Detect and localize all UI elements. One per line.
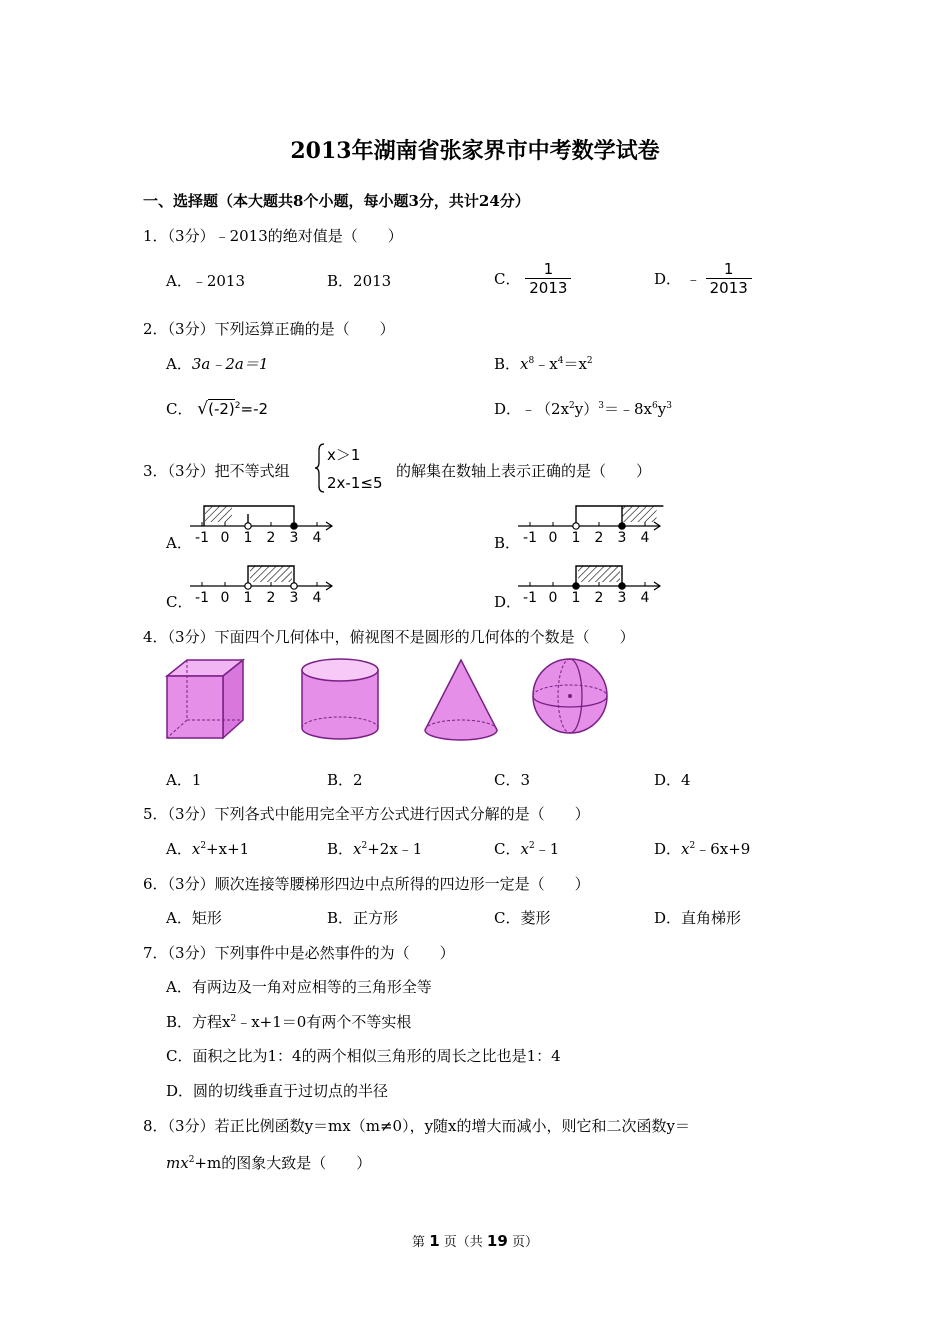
q2-option-b: B．$x^8﹣x^4=x^2$ [494, 355, 593, 373]
q4-option-d: D．4 [654, 771, 691, 789]
cone-figure [421, 656, 501, 746]
tick-label: 0 [548, 530, 558, 546]
tick-label: -1 [523, 530, 537, 546]
tick-label: 0 [220, 530, 230, 546]
section-heading: 一、选择题（本大题共8个小题，每小题3分，共计24分） [143, 192, 530, 210]
q6-option-c: C．菱形 [494, 909, 551, 927]
endpoint-left [573, 523, 579, 529]
page-footer: 第 1 页（共 19 页） [412, 1232, 538, 1250]
q3-option-a-label: A． [166, 534, 192, 552]
q3-option-c-label: C． [166, 593, 193, 611]
endpoint-right [291, 583, 297, 589]
q6-option-d: D．直角梯形 [654, 909, 742, 927]
current-page-number: 1 [429, 1232, 440, 1250]
q4-option-c: C．3 [494, 771, 531, 789]
q3-option-b-label: B． [494, 534, 521, 552]
inequality-1: x＞1 [327, 446, 361, 464]
q2-option-a: A．3a﹣2a＝1 [166, 355, 269, 373]
q4-option-b: B．2 [327, 771, 363, 789]
tick-label: 0 [548, 590, 558, 606]
cube-figure [163, 656, 249, 744]
question-8-line-1: 8．（3分）若正比例函数y＝mx（m≠0），y随x的增大而减小，则它和二次函数y＝ [143, 1117, 690, 1135]
question-7-stem: 7．（3分）下列事件中是必然事件的为（ ） [143, 944, 455, 962]
question-3-stem-post: 的解集在数轴上表示正确的是（ ） [396, 462, 652, 480]
q3-option-d-label: D． [494, 593, 522, 611]
question-2-stem: 2．（3分）下列运算正确的是（ ） [143, 320, 395, 338]
tick-label: 3 [617, 530, 627, 546]
q6-option-a: A．矩形 [166, 909, 222, 927]
q7-option-d: D．圆的切线垂直于过切点的半径 [166, 1082, 389, 1100]
tick-label: 2 [266, 590, 276, 606]
tick-label: 1 [571, 530, 581, 546]
inequality-2: 2x-1≤5 [327, 474, 383, 492]
number-line-c [190, 560, 350, 610]
tick-label: -1 [195, 590, 209, 606]
q1-option-b: B．2013 [327, 272, 392, 290]
number-line-b [518, 500, 678, 550]
sphere-figure [528, 656, 612, 740]
solution-shading [205, 506, 232, 522]
q1-option-d: D． ﹣ $\frac{1}{2013}$ [654, 260, 752, 297]
q5-option-d: D．$x^2﹣6x+9$ [654, 840, 751, 858]
question-6-stem: 6．（3分）顺次连接等腰梯形四边中点所得的四边形一定是（ ） [143, 875, 590, 893]
tick-label: -1 [195, 530, 209, 546]
q4-option-a: A．1 [166, 771, 202, 789]
cylinder-figure [298, 656, 382, 744]
q1-option-a: A．﹣2013 [166, 272, 246, 290]
q5-option-b: B．$x^2+2x﹣1$ [327, 840, 423, 858]
tick-label: 3 [289, 590, 299, 606]
solution-shading [250, 566, 292, 582]
tick-label: 1 [243, 590, 253, 606]
q7-option-b: B．方程$x^2﹣x+1=0$有两个不等实根 [166, 1013, 412, 1031]
tick-label: 4 [312, 590, 322, 606]
q6-option-b: B．正方形 [327, 909, 399, 927]
tick-label: 1 [571, 590, 581, 606]
q5-option-a: A．$x^2+x+1$ [166, 840, 250, 858]
tick-label: 0 [220, 590, 230, 606]
tick-label: 4 [640, 530, 650, 546]
tick-label: 4 [312, 530, 322, 546]
endpoint-right [619, 523, 625, 529]
endpoint-right [619, 583, 625, 589]
tick-label: 4 [640, 590, 650, 606]
question-8-line-2: $mx^2+m$的图象大致是（ ） [166, 1154, 372, 1172]
number-line-d [518, 560, 678, 610]
q2-option-d: D．$﹣(2x^2y)^3=﹣8x^6y^3$ [494, 400, 672, 418]
tick-label: 2 [594, 530, 604, 546]
tick-label: 3 [617, 590, 627, 606]
question-1-stem: 1．（3分）﹣2013的绝对值是（ ） [143, 227, 403, 245]
brace-icon [314, 442, 326, 494]
q7-option-a: A．有两边及一角对应相等的三角形全等 [166, 978, 432, 996]
total-pages: 19 [486, 1232, 508, 1250]
q7-option-c: C．面积之比为1：4的两个相似三角形的周长之比也是1：4 [166, 1047, 561, 1065]
endpoint-left [573, 583, 579, 589]
tick-label: 2 [266, 530, 276, 546]
endpoint-left [245, 523, 251, 529]
solution-shading [578, 566, 620, 582]
tick-label: -1 [523, 590, 537, 606]
q2-option-c: C． $√(-2)^2=-2$ [166, 399, 269, 419]
tick-label: 2 [594, 590, 604, 606]
endpoint-left [245, 583, 251, 589]
number-line-a [190, 500, 350, 550]
tick-label: 1 [243, 530, 253, 546]
endpoint-right [291, 523, 297, 529]
question-5-stem: 5．（3分）下列各式中能用完全平方公式进行因式分解的是（ ） [143, 805, 590, 823]
q1-option-c: C． $\frac{1}{2013}$ [494, 260, 571, 297]
q5-option-c: C．$x^2﹣1$ [494, 840, 560, 858]
question-4-stem: 4．（3分）下面四个几何体中，俯视图不是圆形的几何体的个数是（ ） [143, 628, 635, 646]
page-title: 2013年湖南省张家界市中考数学试卷 [290, 138, 660, 164]
tick-label: 3 [289, 530, 299, 546]
solution-shading [622, 506, 657, 522]
question-3-stem-pre: 3．（3分）把不等式组 [143, 462, 290, 480]
